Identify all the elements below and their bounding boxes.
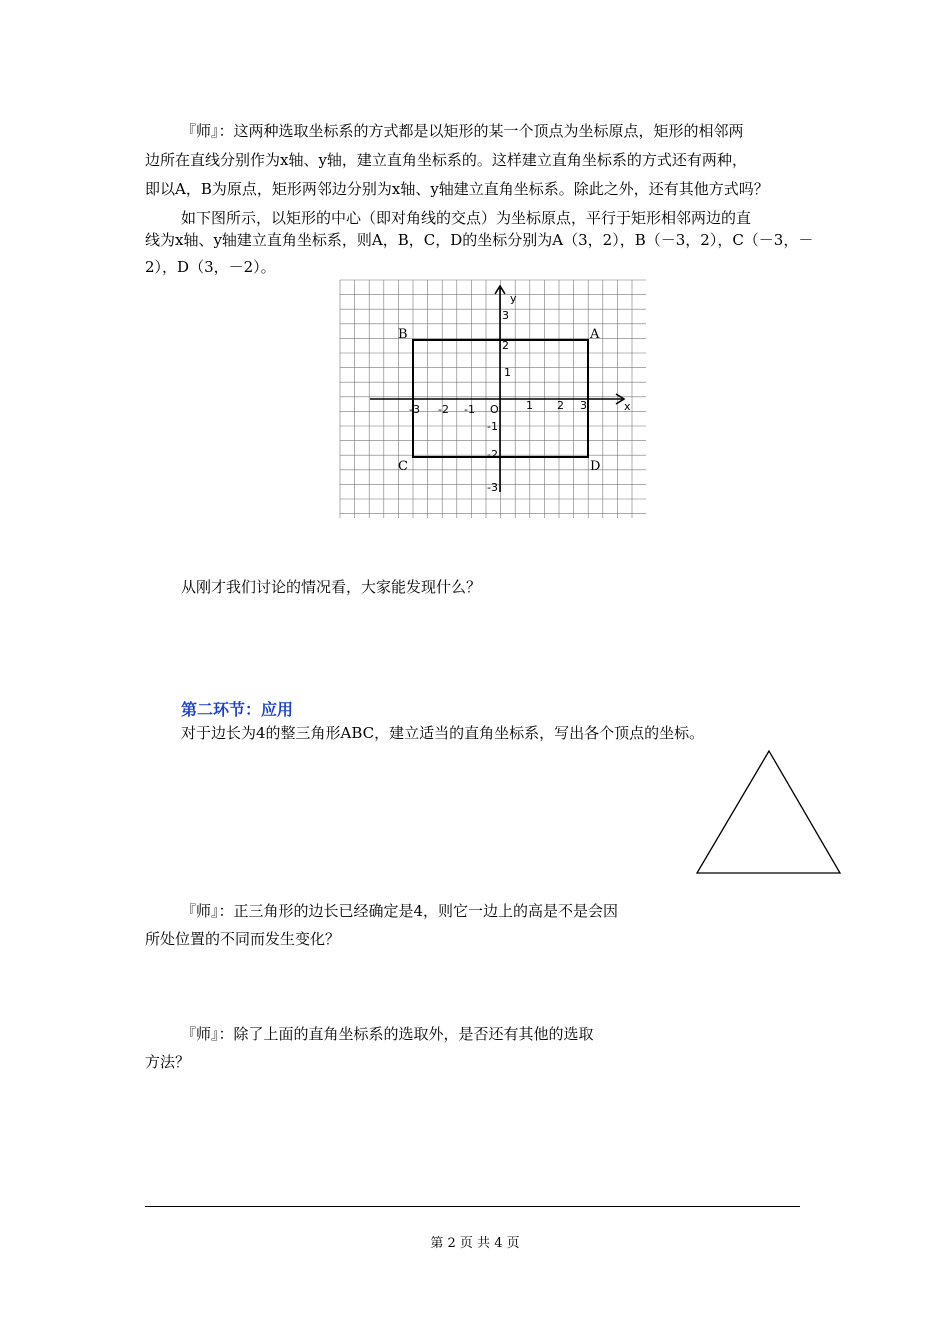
paragraph-line: 『师』：正三角形的边长已经确定是4，则它一边上的高是不是会因: [181, 902, 619, 920]
vertex-label-c: C: [398, 459, 408, 474]
paragraph-line: 边所在直线分别作为x轴、y轴，建立直角坐标系的。这样建立直角坐标系的方式还有两种，: [145, 151, 747, 169]
paragraph-line: 即以A，B为原点，矩形两邻边分别为x轴、y轴建立直角坐标系。除此之外，还有其他方式吗？: [145, 180, 769, 198]
vertex-label-a: A: [590, 327, 600, 342]
paragraph-line: 线为x轴、y轴建立直角坐标系，则A，B，C，D的坐标分别为A（3，2），B（－3，2），C（－3，－: [145, 231, 814, 249]
y-tick-label: 3: [502, 309, 509, 322]
paragraph-line: 如下图所示，以矩形的中心（即对角线的交点）为坐标原点，平行于矩形相邻两边的直: [181, 209, 752, 227]
x-tick-label: 3: [580, 399, 587, 412]
y-axis-label: y: [510, 292, 517, 305]
paragraph-line: 方法？: [145, 1053, 191, 1071]
question-text: 从刚才我们讨论的情况看，大家能发现什么？: [181, 578, 482, 596]
paragraph-line: 所处位置的不同而发生变化？: [145, 930, 341, 948]
x-axis-label: x: [624, 400, 631, 413]
equilateral-triangle-figure: [694, 748, 844, 876]
y-tick-label: 1: [504, 366, 511, 379]
paragraph-line: 『师』：除了上面的直角坐标系的选取外，是否还有其他的选取: [181, 1025, 594, 1043]
x-tick-label: -2: [438, 403, 449, 416]
footer-divider: [145, 1206, 800, 1207]
y-tick-label: 2: [502, 339, 509, 352]
x-tick-label: -3: [409, 403, 420, 416]
vertex-label-d: D: [590, 459, 601, 474]
y-tick-label: -3: [487, 481, 498, 494]
x-tick-label: -1: [464, 403, 475, 416]
paragraph-line: 2），D（3，－2）。: [145, 258, 276, 276]
x-tick-label: 1: [526, 399, 533, 412]
page-number: 第 2 页 共 4 页: [430, 1236, 520, 1251]
x-tick-label: 2: [557, 399, 564, 412]
y-tick-label: -2: [487, 448, 498, 461]
y-tick-label: -1: [487, 420, 498, 433]
task-text: 对于边长为4的整三角形ABC，建立适当的直角坐标系，写出各个顶点的坐标。: [181, 724, 705, 742]
vertex-label-b: B: [398, 327, 408, 342]
coordinate-grid-figure: [340, 280, 650, 522]
section-heading: 第二环节：应用: [181, 700, 294, 719]
paragraph-line: 『师』：这两种选取坐标系的方式都是以矩形的某一个顶点为坐标原点，矩形的相邻两: [181, 122, 744, 140]
origin-label: O: [490, 403, 499, 416]
